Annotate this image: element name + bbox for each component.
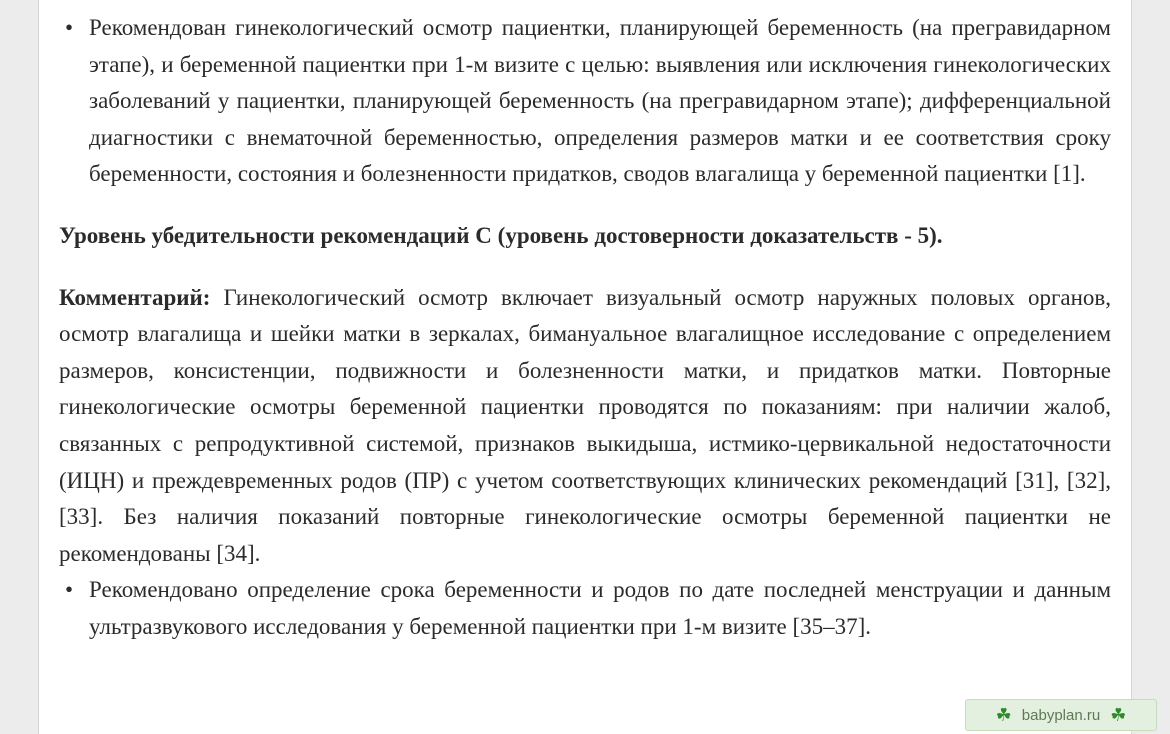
bullet-icon: • [65,577,74,603]
comment-text: Гинекологический осмотр включает визуальный осмотр наружных половых органов, осмотр влагалища и шейки матки в зеркалах, бимануальное влагалищное исследование с определением размеров, консистенции, подвижности и болезненности матки, и придатков матки. Повторные гинекологические осмотры беременной пациентки проводятся по показаниям: при наличии жалоб, связанных с репродуктивной системой, признаков выкидыша, истмико-цервикальной недостаточности (ИЦН) и преждевременных родов (ПР) с учетом соответствующих клинических рекомендаций [31], [32], [33]. Без наличия показаний повторные гинекологические осмотры беременной пациентки не рекомендованы [34]. [59,284,1111,566]
document-content [59,10,1111,646]
clover-icon: ☘ [1110,705,1127,725]
site-watermark[interactable] [965,699,1157,731]
clover-icon: ☘ [995,705,1012,725]
watermark-text: babyplan.ru [1021,706,1101,724]
recommendation-text: Рекомендован гинекологический осмотр пациентки, планирующей беременность (на прегравидарном этапе), и беременной пациентки при 1-м визите с целью: выявления или исключения гинекологических заболеваний у пациентки, планирующей беременность (на прегравидарном этапе); дифференциальной диагностики с внематочной беременностью, определения размеров матки и ее соответствия сроку беременности, состояния и болезненности придатков, сводов влагалища у беременной пациентки [1]. [89,15,1111,187]
list-item [65,572,1111,645]
document-page [38,0,1132,734]
comment-label: Комментарий: [59,284,211,310]
recommendation-text: Рекомендовано определение срока беременности и родов по дате последней менструации и данным ультразвукового исследования у беременной пациентки при 1-м визите [35–37]. [89,577,1111,639]
recommendation-list [59,572,1111,645]
recommendation-list [59,10,1111,193]
evidence-level: Уровень убедительности рекомендаций C (уровень достоверности доказательств - 5). [59,222,943,248]
list-item [65,10,1111,193]
bullet-icon: • [65,15,74,40]
comment-paragraph [59,280,1111,573]
